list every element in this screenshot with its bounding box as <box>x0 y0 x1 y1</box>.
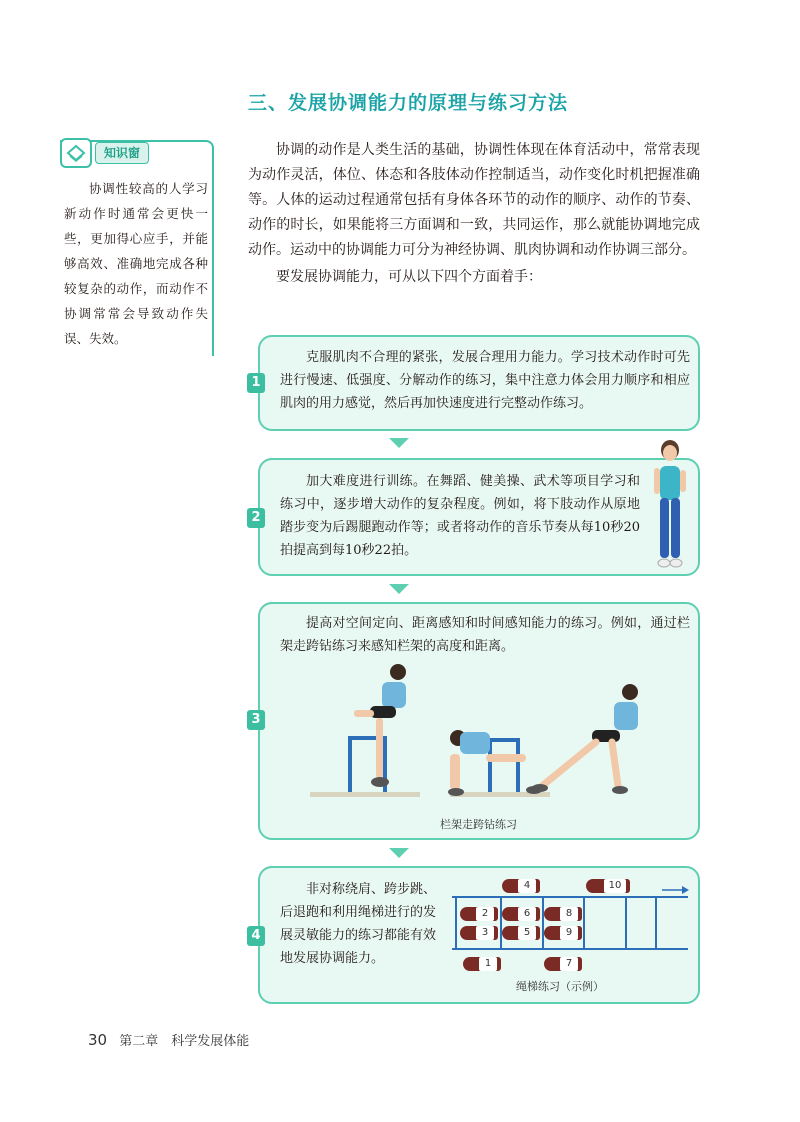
ladder-rung <box>455 896 457 950</box>
ladder-rung <box>542 896 544 950</box>
footprint-2: 2 <box>460 907 498 921</box>
ladder-rung <box>625 896 627 950</box>
ladder-rung <box>583 896 585 950</box>
footprint-7: 7 <box>544 957 582 971</box>
down-arrow-icon <box>389 584 409 594</box>
down-arrow-icon <box>389 848 409 858</box>
main-body-text <box>248 138 700 290</box>
diamond-icon <box>60 138 92 168</box>
step-1-number: 1 <box>247 373 265 393</box>
footprint-8: 8 <box>544 907 582 921</box>
footprint-10: 10 <box>586 879 630 893</box>
step-4-number: 4 <box>247 926 265 946</box>
step-1-text: 克服肌肉不合理的紧张，发展合理用力能力。学习技术动作时可先进行慢速、低强度、分解动作的练习，集中注意力体会用力顺序和相应肌肉的用力感觉，然后再加快速度进行完整动作练习。 <box>280 350 690 411</box>
page-number: 30 <box>88 1031 108 1049</box>
knowledge-window-tab: 知识窗 <box>95 142 149 164</box>
step-2-number: 2 <box>247 508 265 528</box>
footprint-5: 5 <box>502 926 540 940</box>
footprint-4: 4 <box>502 879 540 893</box>
ladder-rung <box>500 896 502 950</box>
step-3-number: 3 <box>247 710 265 730</box>
chapter-title: 第二章 科学发展体能 <box>119 1034 250 1049</box>
step-3-text: 提高对空间定向、距离感知和时间感知能力的练习。例如，通过栏架走跨钻练习来感知栏架的高度和距离。 <box>280 616 690 654</box>
step-4-caption: 绳梯练习（示例） <box>516 980 604 993</box>
ladder-bottom-rail <box>452 948 688 950</box>
footprint-6: 6 <box>502 907 540 921</box>
down-arrow-icon <box>389 438 409 448</box>
section-title: 三、发展协调能力的原理与练习方法 <box>248 92 569 114</box>
ladder-top-rail <box>452 896 688 898</box>
step-3-caption: 栏架走跨钻练习 <box>440 818 517 831</box>
page-footer <box>88 1030 249 1049</box>
footprint-3: 3 <box>460 926 498 940</box>
footprint-1: 1 <box>463 957 501 971</box>
ladder-rung <box>655 896 657 950</box>
paragraph-2: 要发展协调能力，可从以下四个方面着手： <box>276 269 542 285</box>
direction-arrow-icon <box>662 884 690 896</box>
footprint-9: 9 <box>544 926 582 940</box>
knowledge-window-text: 协调性较高的人学习新动作时通常会更快一些，更加得心应手，并能够高效、准确地完成各种较复杂的动作，而动作不协调常常会导致动作失误、失效。 <box>64 181 208 346</box>
step-4-text: 非对称绕肩、跨步跳、后退跑和利用绳梯进行的发展灵敏能力的练习都能有效地发展协调能力。 <box>280 882 437 966</box>
standing-figure-illustration <box>648 436 692 572</box>
step-2-text: 加大难度进行训练。在舞蹈、健美操、武术等项目学习和练习中，逐步增大动作的复杂程度。例如，将下肢动作从原地踏步变为后踢腿跑动作等；或者将动作的音乐节奏从每10秒20拍提高到每10秒22拍。 <box>280 474 640 558</box>
hurdle-drill-illustration <box>290 658 670 808</box>
paragraph-1: 协调的动作是人类生活的基础，协调性体现在体育活动中，常常表现为动作灵活，体位、体态和各肢体动作控制适当，动作变化时机把握准确等。人体的运动过程通常包括有身体各环节的动作的顺序、动作的节奏、动作的时长，如果能将三方面调和一致，共同运作，那么就能协调地完成动作。运动中的协调能力可分为神经协调、肌肉协调和动作协调三部分。 <box>248 142 700 258</box>
